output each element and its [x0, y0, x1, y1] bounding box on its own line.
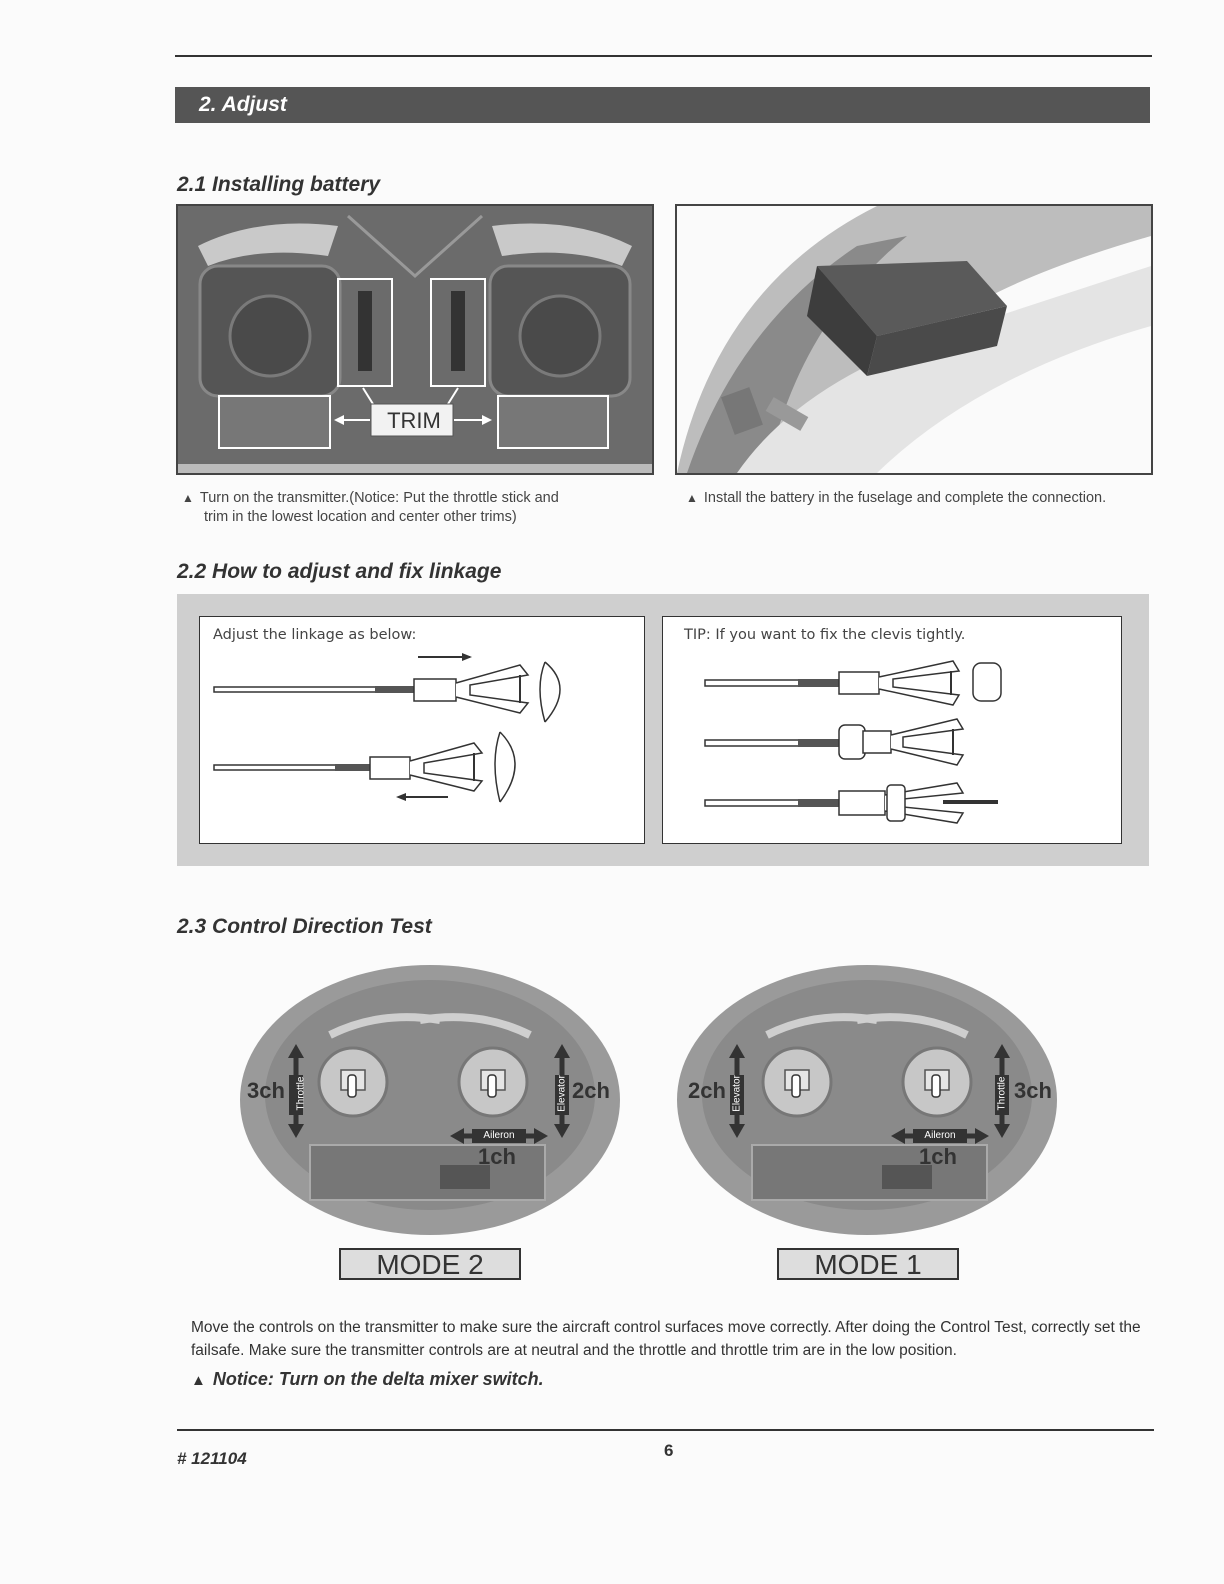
mode1-label: MODE 1 [777, 1248, 959, 1280]
mode2-left-axis: Throttle [295, 1076, 307, 1111]
linkage-adjust-box [199, 616, 645, 844]
mode2-label: MODE 2 [339, 1248, 521, 1280]
linkage-adjust-diagram [200, 617, 644, 843]
mode1-left-channel: 2ch [688, 1078, 726, 1103]
mode2-bottom-channel: 1ch [478, 1144, 516, 1169]
control-test-instructions: Move the controls on the transmitter to make sure the aircraft control surfaces move correctly. After doing the Control Test, correctly set the failsafe. Make sure the transmitter controls are at neutral and the throttle and throttle trim are in the low position. [191, 1319, 1141, 1359]
caption-turn-on-transmitter [182, 489, 612, 527]
mode1-bottom-axis: Aileron [924, 1130, 956, 1141]
mode1-left-axis: Elevator [731, 1075, 743, 1112]
caption-left-line1: Turn on the transmitter.(Notice: Put the throttle stick and [199, 490, 559, 506]
triangle-bullet-icon: ▲ [686, 491, 698, 505]
linkage-tip-diagram [663, 617, 1121, 843]
caption-right: Install the battery in the fuselage and complete the connection. [703, 490, 1107, 506]
heading-installing-battery: 2.1 Installing battery [177, 173, 381, 196]
mode2-right-axis: Elevator [556, 1075, 568, 1112]
fuselage-photo [675, 204, 1153, 475]
footer-rule [177, 1429, 1154, 1431]
mode1-bottom-channel: 1ch [919, 1144, 957, 1169]
trim-label: TRIM [387, 408, 441, 433]
mode1-transmitter [677, 960, 1057, 1240]
transmitter-photo [176, 204, 654, 475]
linkage-tip-label: TIP: If you want to fix the clevis tightly. [684, 627, 966, 643]
top-rule [175, 55, 1152, 57]
mode2-transmitter [240, 960, 620, 1240]
triangle-bullet-icon: ▲ [191, 1372, 206, 1389]
page-number: 6 [664, 1441, 674, 1460]
linkage-tip-box [662, 616, 1122, 844]
caption-install-battery [686, 489, 1156, 508]
mode2-right-channel: 2ch [572, 1078, 610, 1103]
caption-left-line2: trim in the lowest location and center other trims) [204, 509, 517, 525]
notice-text: Notice: Turn on the delta mixer switch. [212, 1369, 544, 1389]
linkage-adjust-label: Adjust the linkage as below: [213, 627, 417, 643]
mode2-left-channel: 3ch [247, 1078, 285, 1103]
section-title: 2. Adjust [175, 87, 1150, 123]
mode1-right-axis: Throttle [996, 1076, 1008, 1111]
heading-linkage: 2.2 How to adjust and fix linkage [177, 560, 502, 583]
footer-code: # 121104 [177, 1449, 247, 1468]
triangle-bullet-icon: ▲ [182, 491, 194, 505]
notice [191, 1369, 544, 1390]
mode1-right-channel: 3ch [1014, 1078, 1052, 1103]
heading-control-direction-test: 2.3 Control Direction Test [177, 915, 432, 938]
mode2-bottom-axis: Aileron [483, 1130, 515, 1141]
fuselage-illustration [677, 206, 1151, 473]
